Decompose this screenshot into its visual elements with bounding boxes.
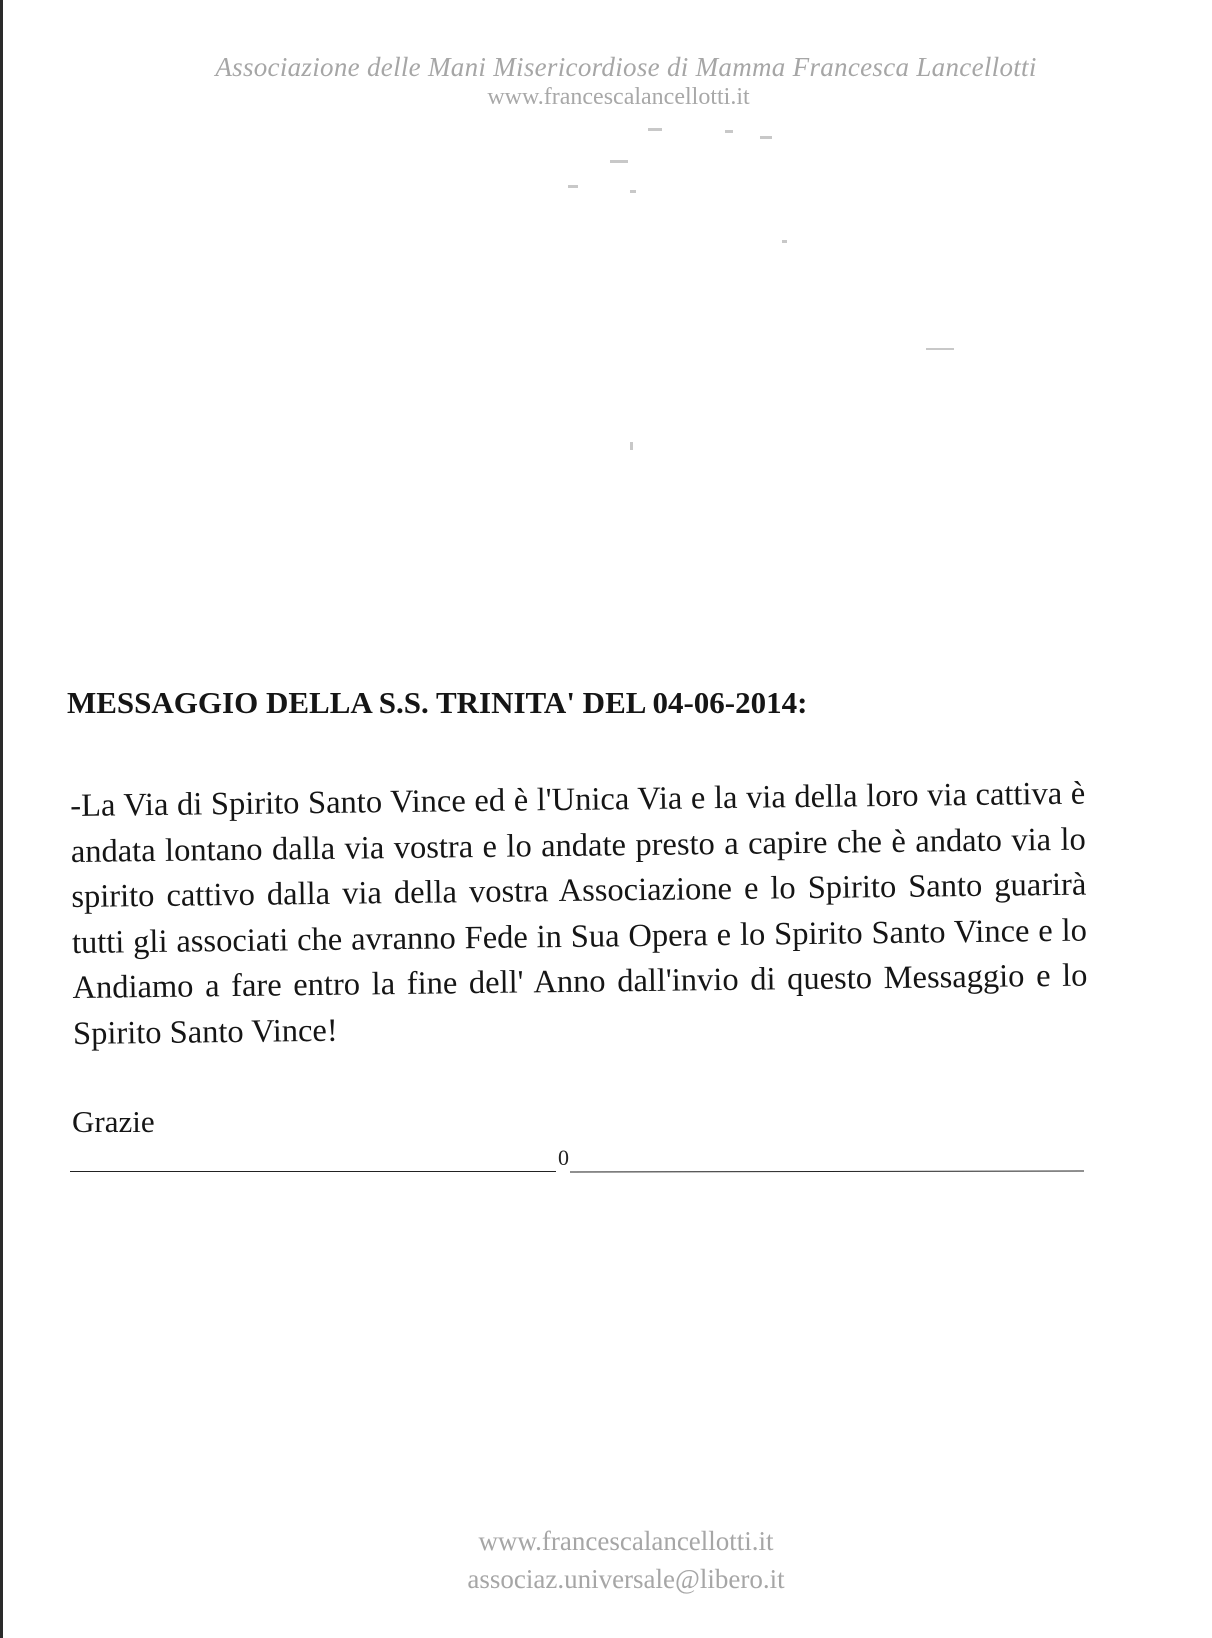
- scan-speck: [760, 136, 772, 139]
- separator-line-right: [570, 1171, 1084, 1173]
- scan-speck: [782, 240, 787, 243]
- closing-text: Grazie: [72, 1104, 155, 1139]
- footer: [0, 1522, 1212, 1598]
- letterhead: [0, 52, 1212, 112]
- scan-speck: [630, 442, 633, 450]
- scan-speck: [648, 128, 662, 131]
- scan-speck: [926, 348, 954, 350]
- scan-speck: [568, 185, 578, 188]
- scan-speck: [725, 130, 733, 133]
- footer-website: www.francescalancellotti.it: [478, 1526, 774, 1556]
- separator: [70, 1145, 1084, 1173]
- message-title: MESSAGGIO DELLA S.S. TRINITA' DEL 04-06-2014:: [67, 685, 808, 720]
- header-website: www.francescalancellotti.it: [487, 84, 750, 110]
- page-edge: [0, 0, 3, 1638]
- footer-email: associaz.universale@libero.it: [467, 1564, 785, 1594]
- organization-name: Associazione delle Mani Misericordiose di Mamma Francesca Lancellotti: [215, 52, 1037, 82]
- scan-speck: [610, 160, 628, 163]
- message-body: -La Via di Spirito Santo Vince ed è l'Unica Via e la via della loro via cattiva è andata lontano dalla via vostra e lo andate presto a capire che è andato via lo spirito cattivo dalla via della vostra Associazione e lo Spirito Santo guarirà tutti gli associati che avranno Fede in Sua Opera e lo Spirito Santo Vince e lo Andiamo a fare entro la fine dell' Anno dall'invio di questo Messaggio e lo Spirito Santo Vince!: [70, 775, 1088, 1052]
- separator-mark: 0: [558, 1145, 569, 1170]
- separator-line-left: [70, 1171, 556, 1172]
- scan-speck: [630, 190, 636, 193]
